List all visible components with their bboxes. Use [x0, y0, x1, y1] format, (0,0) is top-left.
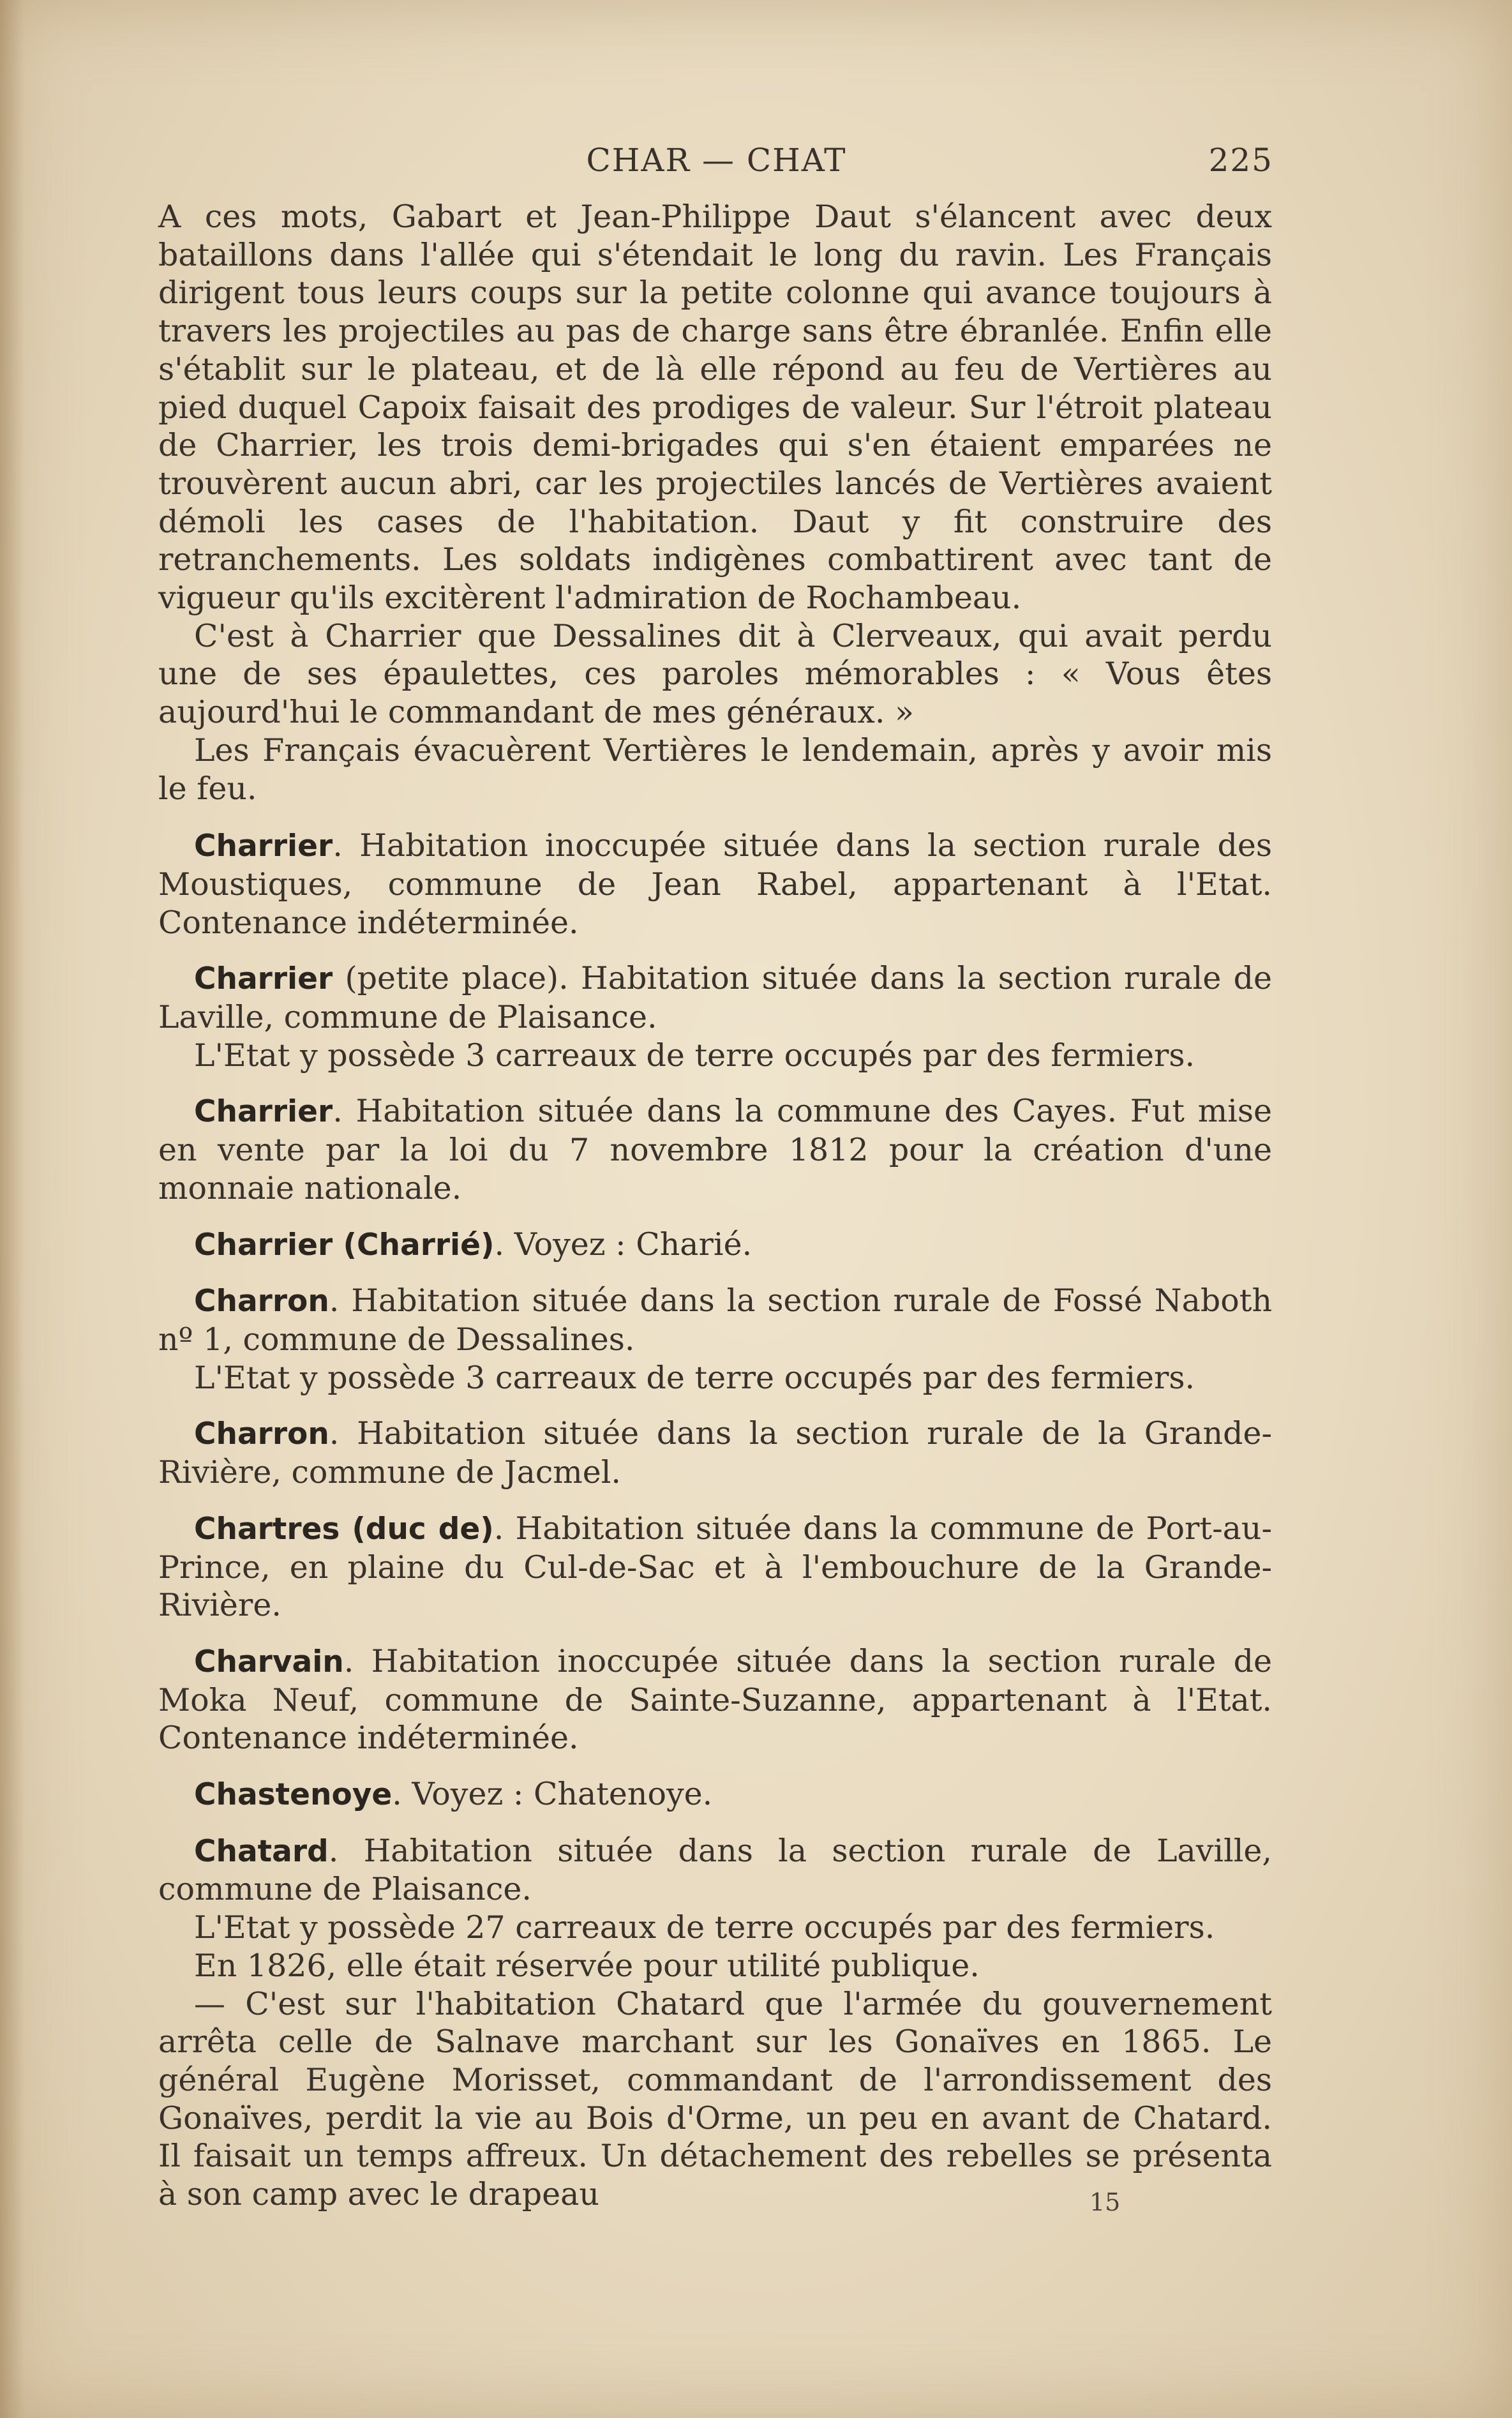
entry-text: Habitation située dans la commune des Cayes. Fut mise en vente par la loi du 7 novembre 1812 pour la création d'une monnaie nationale. — [158, 1093, 1272, 1206]
entry-term: Chastenoye — [194, 1777, 393, 1813]
page-body — [158, 198, 1272, 2214]
entry-text: — C'est sur l'habitation Chatard que l'armée du gouvernement arrêta celle de Salnave marchant sur les Gonaïves en 1865. Le général Eugène Morisset, commandant de l'arrondissement des Gonaïves, perdit la vie au Bois d'Orme, un peu en avant de Chatard. Il faisait un temps affreux. Un détachement des rebelles se présenta à son camp avec le drapeau — [158, 1985, 1272, 2213]
entry-text: Voyez : Charié. — [514, 1226, 752, 1263]
page-edge-shadow — [0, 0, 24, 2418]
entry-term: Charron — [194, 1416, 329, 1452]
dictionary-entry: Chatard. Habitation située dans la section rurale de Laville, commune de Plaisance. L'Etat y possède 27 carreaux de terre occupés par des fermiers. En 1826, elle était réservée pour utilité publique. — C'est sur l'habitation Chatard que l'armée du gouvernement arrêta celle de Salnave marchant sur les Gonaïves en 1865. Le général Eugène Morisset, commandant de l'arrondissement des Gonaïves, perdit la vie au Bois d'Orme, un peu en avant de Chatard. Il faisait un temps affreux. Un détachement des rebelles se présenta à son camp avec le drapeau — [158, 1832, 1272, 2213]
entry-text: Voyez : Chatenoye. — [412, 1776, 713, 1813]
intro-paragraph: A ces mots, Gabart et Jean-Philippe Daut s'élancent avec deux bataillons dans l'allée qui s'étendait le long du ravin. Les Français dirigent tous leurs coups sur la petite colonne qui avance toujours à travers les projectiles au pas de charge sans être ébranlée. Enfin elle s'établit sur le plateau, et de là elle répond au feu de Vertières au pied duquel Capoix faisait des prodiges de valeur. Sur l'étroit plateau de Charrier, les trois demi-brigades qui s'en étaient emparées ne trouvèrent aucun abri, car les projectiles lancés de Vertières avaient démoli les cases de l'habitation. Daut y fit construire des retranchements. Les soldats indigènes combattirent avec tant de vigueur qu'ils excitèrent l'admiration de Rochambeau. — [158, 199, 1272, 617]
dictionary-entry: Charvain. Habitation inoccupée située dans la section rurale de Moka Neuf, commune de Sainte-Suzanne, appartenant à l'Etat. Contenance indéterminée. — [158, 1642, 1272, 1757]
entry-text: L'Etat y possède 3 carreaux de terre occupés par des fermiers. — [194, 1359, 1195, 1396]
dictionary-entry: Charrier (petite place). Habitation située dans la section rurale de Laville, commune de Plaisance. L'Etat y possède 3 carreaux de terre occupés par des fermiers. — [158, 960, 1272, 1074]
entry-text: Habitation située dans la section rurale de Laville, commune de Plaisance. — [158, 960, 1272, 1036]
entry-term: Charrier — [194, 961, 333, 997]
entry-text: Habitation inoccupée située dans la section rurale des Moustiques, commune de Jean Rabel, appartenant à l'Etat. Contenance indéterminée. — [158, 827, 1272, 941]
entry-term: Chatard — [194, 1833, 329, 1869]
dictionary-entry: Chastenoye. Voyez : Chatenoye. — [194, 1776, 713, 1813]
dictionary-entry: Charrier. Habitation inoccupée située dans la section rurale des Moustiques, commune de Jean Rabel, appartenant à l'Etat. Contenance indéterminée. — [158, 827, 1272, 941]
page-number: 225 — [1208, 142, 1273, 179]
entry-term: Chartres (duc de) — [194, 1511, 494, 1547]
signature-mark: 15 — [1089, 2188, 1121, 2216]
intro-paragraph: Les Français évacuèrent Vertières le lendemain, après y avoir mis le feu. — [158, 732, 1272, 807]
entry-text: Habitation située dans la section rurale de Laville, commune de Plaisance. — [158, 1832, 1272, 1908]
entry-term: Charrier — [194, 829, 333, 864]
entry-term: Charvain — [194, 1644, 344, 1679]
entry-term: Charrier (Charrié) — [194, 1227, 495, 1263]
entry-text: Habitation située dans la section rurale de la Grande-Rivière, commune de Jacmel. — [158, 1415, 1272, 1491]
entry-text: Habitation située dans la commune de Port-au-Prince, en plaine du Cul-de-Sac et à l'embouchure de la Grande-Rivière. — [158, 1510, 1273, 1624]
entry-text: Habitation située dans la section rurale de Fossé Naboth nº 1, commune de Dessalines. — [158, 1282, 1272, 1358]
page-header — [160, 142, 1273, 186]
entry-term: Charrier — [194, 1094, 333, 1130]
intro-paragraph: C'est à Charrier que Dessalines dit à Clerveaux, qui avait perdu une de ses épaulettes, ces paroles mémorables : « Vous êtes aujourd'hui le commandant de mes généraux. » — [158, 617, 1272, 731]
entry-text: Habitation inoccupée située dans la section rurale de Moka Neuf, commune de Sainte-Suzanne, appartenant à l'Etat. Contenance indéterminée. — [158, 1642, 1272, 1757]
dictionary-entry: Charron. Habitation située dans la section rurale de Fossé Naboth nº 1, commune de Dessalines. L'Etat y possède 3 carreaux de terre occupés par des fermiers. — [158, 1282, 1272, 1396]
dictionary-entry: Charron. Habitation située dans la section rurale de la Grande-Rivière, commune de Jacmel. — [158, 1415, 1272, 1491]
entry-text: L'Etat y possède 27 carreaux de terre occupés par des fermiers. — [194, 1909, 1215, 1946]
running-title: CHAR — CHAT — [586, 142, 847, 179]
entry-text: En 1826, elle était réservée pour utilité publique. — [194, 1947, 980, 1984]
entry-text: L'Etat y possède 3 carreaux de terre occupés par des fermiers. — [194, 1037, 1195, 1074]
dictionary-entry: Charrier (Charrié). Voyez : Charié. — [194, 1226, 752, 1263]
entry-qualifier: (petite place) — [333, 960, 559, 997]
dictionary-entry: Chartres (duc de). Habitation située dans la commune de Port-au-Prince, en plaine du Cul-de-Sac et à l'embouchure de la Grande-Rivière. — [158, 1510, 1273, 1624]
dictionary-entry: Charrier. Habitation située dans la commune des Cayes. Fut mise en vente par la loi du 7 novembre 1812 pour la création d'une monnaie nationale. — [158, 1093, 1272, 1206]
entry-term: Charron — [194, 1284, 329, 1319]
